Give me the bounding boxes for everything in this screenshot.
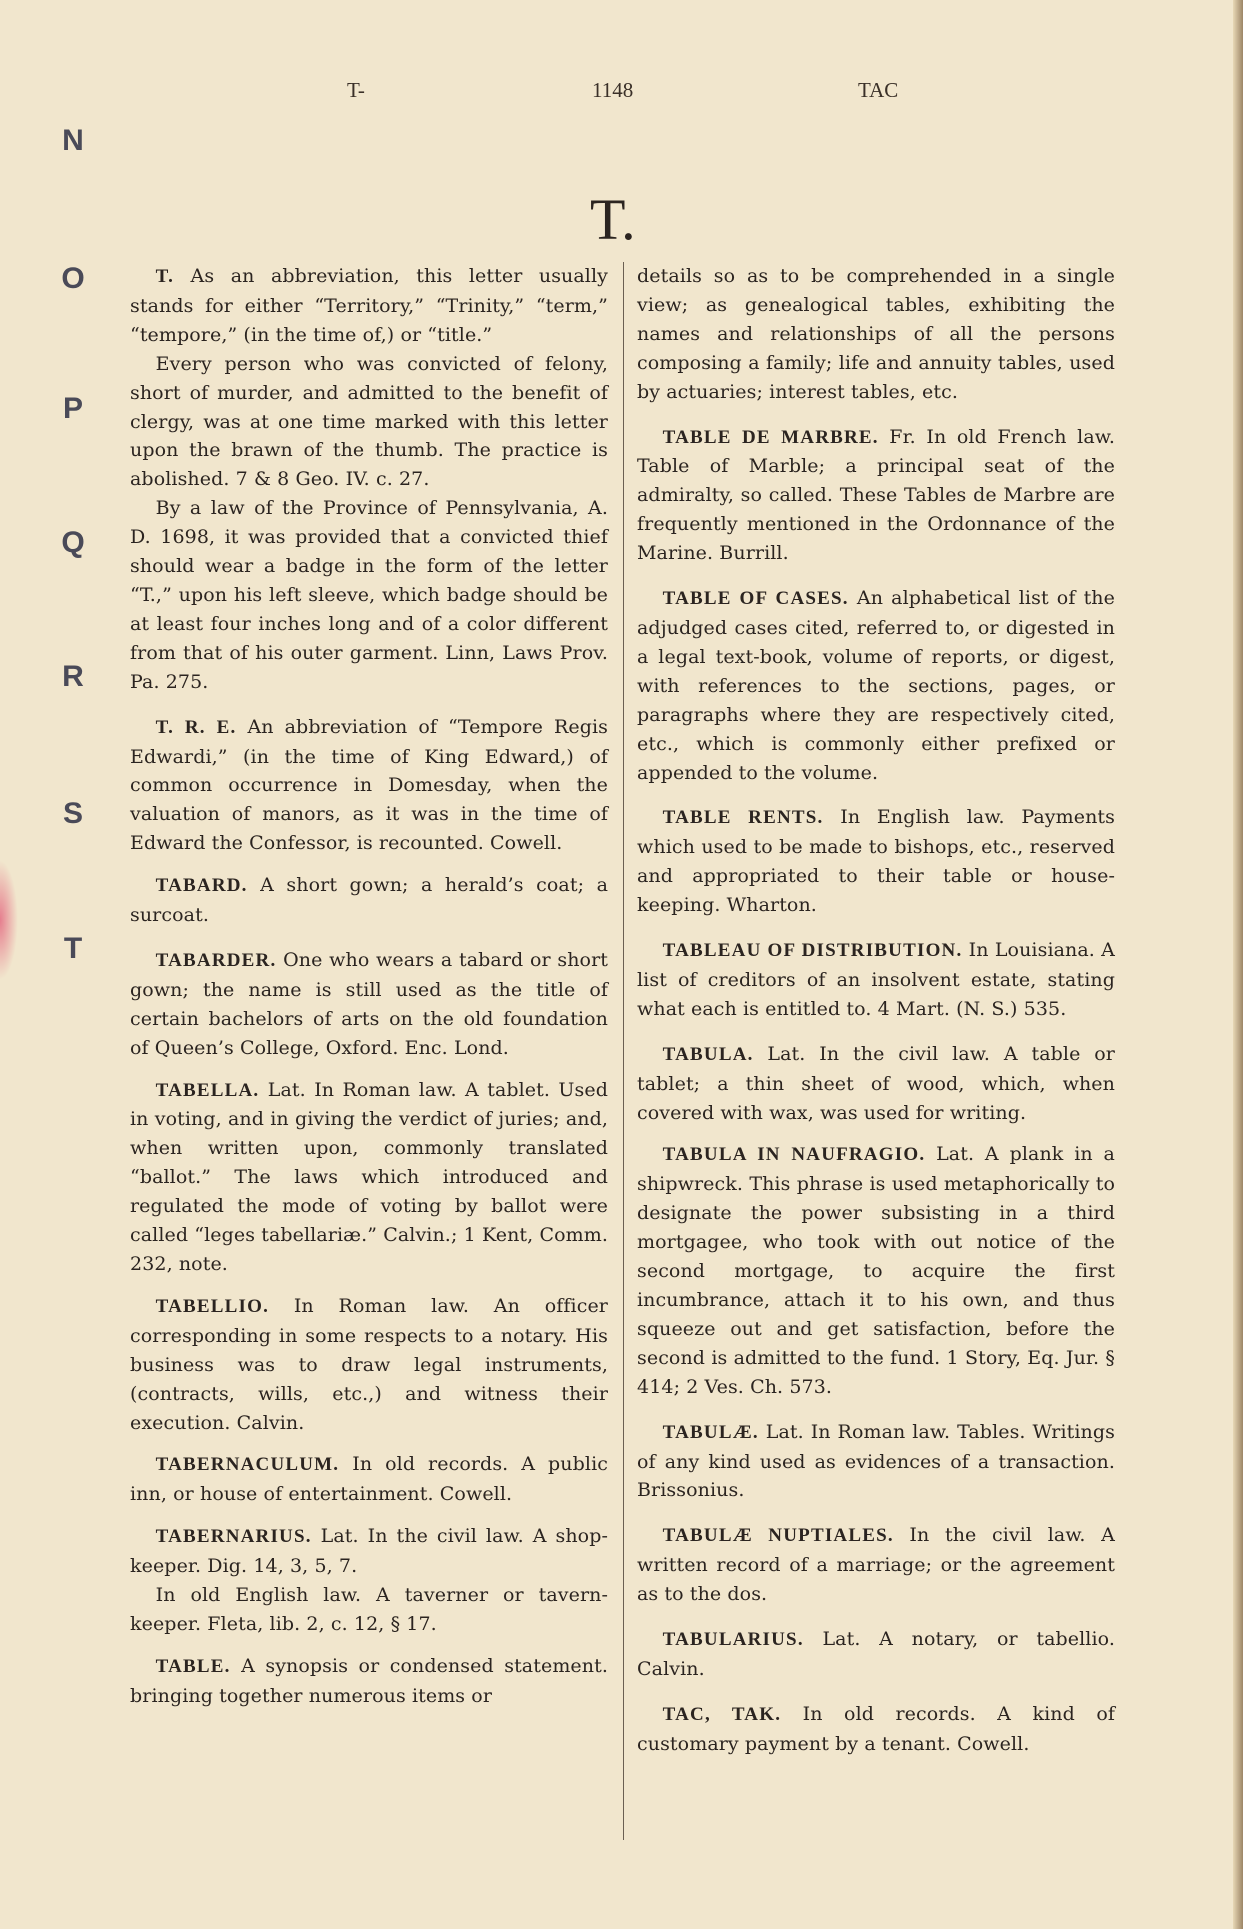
entry-text: Lat. A notary, or tabellio. Calvin. bbox=[637, 1628, 1115, 1680]
entry-term: T. bbox=[155, 266, 175, 287]
entry-text: In old English law. A taverner or tavern-keeper. Fleta, lib. 2, c. 12, § 17. bbox=[130, 1584, 608, 1635]
entry-text: Every person who was convicted of felony, short of murder, and admitted to the benefit of clergy, was at one time marked with this letter upon the brawn of the thumb. The practice is abolished. 7 & 8 Geo. IV. c. 27. bbox=[130, 352, 608, 491]
running-head bbox=[0, 78, 1243, 108]
paper-stain bbox=[0, 860, 18, 980]
entry-text: By a law of the Province of Pennsylvania, A. D. 1698, it was provided that a convicted thief should wear a badge in the form of the letter “T.,” upon his left sleeve, which badge should be at least four inches long and of a color different from that of his outer garment. Linn, Laws Prov. Pa. 275. bbox=[130, 497, 608, 693]
entry-text: In old records. A public inn, or house of entertainment. Cowell. bbox=[130, 1453, 608, 1506]
entry-term: TABLE DE MARBRE. bbox=[662, 426, 879, 448]
entry-term: TABLE OF CASES. bbox=[662, 588, 849, 610]
entry-term: TABLE RENTS. bbox=[662, 807, 824, 829]
entry bbox=[637, 1521, 1115, 1609]
entry bbox=[637, 1140, 1115, 1401]
entry bbox=[130, 1292, 608, 1438]
thumb-index-letter: S bbox=[62, 797, 83, 830]
entry-text: As an abbreviation, this letter usually stands for either “Territory,” “Trinity,” “term,” “tempore,” (in the time of,) or “title.” bbox=[130, 265, 608, 346]
entry bbox=[637, 803, 1115, 920]
entry-text: In old records. A kind of customary payment by a tenant. Cowell. bbox=[637, 1702, 1115, 1755]
entry-term: TAC, TAK. bbox=[662, 1703, 782, 1725]
entry bbox=[130, 1076, 608, 1279]
entry bbox=[130, 262, 608, 350]
thumb-index-letter: O bbox=[61, 262, 85, 295]
entry bbox=[637, 1625, 1115, 1684]
entry bbox=[637, 1700, 1115, 1759]
entry-text: An alphabetical list of the adjudged cases cited, referred to, or digested in a legal text-book, volume of reports, or digest, with references to the sections, pages, or paragraphs where they are respectively cited, etc., which is commonly either prefixed or appended to the volume. bbox=[637, 587, 1115, 784]
entry-text: Lat. A plank in a shipwreck. This phrase is used metaphorically to designate the power subsisting in a third mortgagee, who took with out notice of the second mortgage, to acquire the first incumbrance, attach it to his own, and thus squeeze out and get satisfaction, before the second is admitted to the fund. 1 Story, Eq. Jur. § 414; 2 Ves. Ch. 573. bbox=[637, 1143, 1115, 1398]
entry-text: Lat. In Roman law. A tablet. Used in voting, and in giving the verdict of juries; and, when written upon, commonly translated “ballot.” The laws which introduced and regulated the mode of voting by ballot were called “leges tabellariæ.” Calvin.; 1 Kent, Comm. 232, note. bbox=[130, 1078, 608, 1275]
entry bbox=[637, 936, 1115, 1024]
entry bbox=[130, 494, 608, 696]
entry-term: TABERNACULUM. bbox=[155, 1454, 340, 1476]
page-number: 1148 bbox=[592, 78, 634, 102]
thumb-index-letter: Q bbox=[61, 526, 85, 559]
entry-term: TABULA. bbox=[662, 1043, 754, 1065]
entry bbox=[130, 713, 608, 859]
entry bbox=[130, 1522, 608, 1581]
entry-term: TABULA IN NAUFRAGIO. bbox=[662, 1144, 926, 1166]
entry-text: One who wears a tabard or short gown; the name is still used as the title of certain bachelors of arts on the old foundation of Queen’s College, Oxford. Enc. Lond. bbox=[130, 948, 608, 1059]
entry-term: TABULÆ NUPTIALES. bbox=[662, 1525, 894, 1547]
entry-text: An abbreviation of “Tempore Regis Edwardi,” (in the time of King Edward,) of common occurrence in Domesday, when the valuation of manors, as it was in the time of Edward the Confessor, is recounted. Cowell. bbox=[130, 715, 609, 855]
entry-text: Lat. In Roman law. Tables. Writings of any kind used as evidences of a transaction. Brissonius. bbox=[637, 1420, 1115, 1502]
entry-term: TABARDER. bbox=[155, 949, 277, 971]
entry-term: TABLE. bbox=[155, 1655, 231, 1677]
entry bbox=[130, 350, 608, 495]
entry-text: Fr. In old French law. Table of Marble; a principal seat of the admiralty, so called. These Tables de Marbre are frequently mentioned in the Ordonnance of the Marine. Burrill. bbox=[637, 425, 1115, 565]
entry-term: TABLEAU OF DISTRIBUTION. bbox=[662, 940, 963, 962]
page-edge bbox=[1233, 0, 1243, 1929]
entry-term: TABELLIO. bbox=[155, 1295, 270, 1317]
left-column bbox=[130, 262, 608, 1711]
entry-term: TABERNARIUS. bbox=[155, 1526, 312, 1548]
entry-text: Lat. In the civil law. A shop-keeper. Dig. 14, 3, 5, 7. bbox=[130, 1525, 608, 1578]
thumb-index-letter: R bbox=[62, 660, 84, 693]
entry-term: TABULÆ. bbox=[662, 1421, 759, 1443]
thumb-index-letter: T bbox=[63, 932, 83, 965]
running-head-left: T- bbox=[347, 78, 365, 102]
entry bbox=[130, 1652, 608, 1711]
entry-text: In Roman law. An officer corresponding in some respects to a notary. His business was to draw legal instruments, (contracts, wills, etc.,) and witness their execution. Calvin. bbox=[130, 1294, 608, 1434]
section-heading: T. bbox=[590, 187, 636, 252]
entry-text: details so as to be comprehended in a single view; as genealogical tables, exhibiting the names and relationships of all the persons composing a family; life and annuity tables, used by actuaries; interest tables, etc. bbox=[637, 265, 1115, 403]
entry bbox=[637, 1040, 1115, 1128]
entry bbox=[130, 1581, 608, 1639]
entry bbox=[130, 946, 608, 1063]
entry-text: In the civil law. A written record of a marriage; or the agreement as to the dos. bbox=[637, 1524, 1115, 1606]
entry-text: Lat. In the civil law. A table or tablet; a thin sheet of wood, which, when covered with wax, was used for writing. bbox=[637, 1042, 1115, 1124]
entry-text: In English law. Payments which used to be made to bishops, etc., reserved and appropriated to their table or house-keeping. Wharton. bbox=[637, 806, 1116, 917]
entry-term: TABULARIUS. bbox=[662, 1629, 804, 1651]
entry-text: A short gown; a herald’s coat; a surcoat. bbox=[130, 874, 608, 927]
thumb-index-letter: N bbox=[62, 124, 84, 157]
entry-text: In Louisiana. A list of creditors of an insolvent estate, stating what each is entitled to. 4 Mart. (N. S.) 535. bbox=[637, 939, 1115, 1020]
entry-term: TABARD. bbox=[155, 875, 248, 897]
thumb-index-letter: P bbox=[62, 392, 83, 425]
running-head-right: TAC bbox=[858, 78, 899, 102]
entry-text: A synopsis or condensed statement. bringing together numerous items or bbox=[130, 1654, 608, 1707]
entry bbox=[130, 871, 608, 930]
entry bbox=[637, 584, 1115, 787]
right-column bbox=[637, 262, 1115, 1759]
entry bbox=[130, 1450, 608, 1509]
entry bbox=[637, 262, 1115, 407]
entry-term: TABELLA. bbox=[155, 1079, 260, 1101]
entry-term: T. R. E. bbox=[155, 716, 237, 738]
entry bbox=[637, 1418, 1115, 1506]
entry bbox=[637, 423, 1115, 569]
column-divider bbox=[623, 262, 624, 1840]
